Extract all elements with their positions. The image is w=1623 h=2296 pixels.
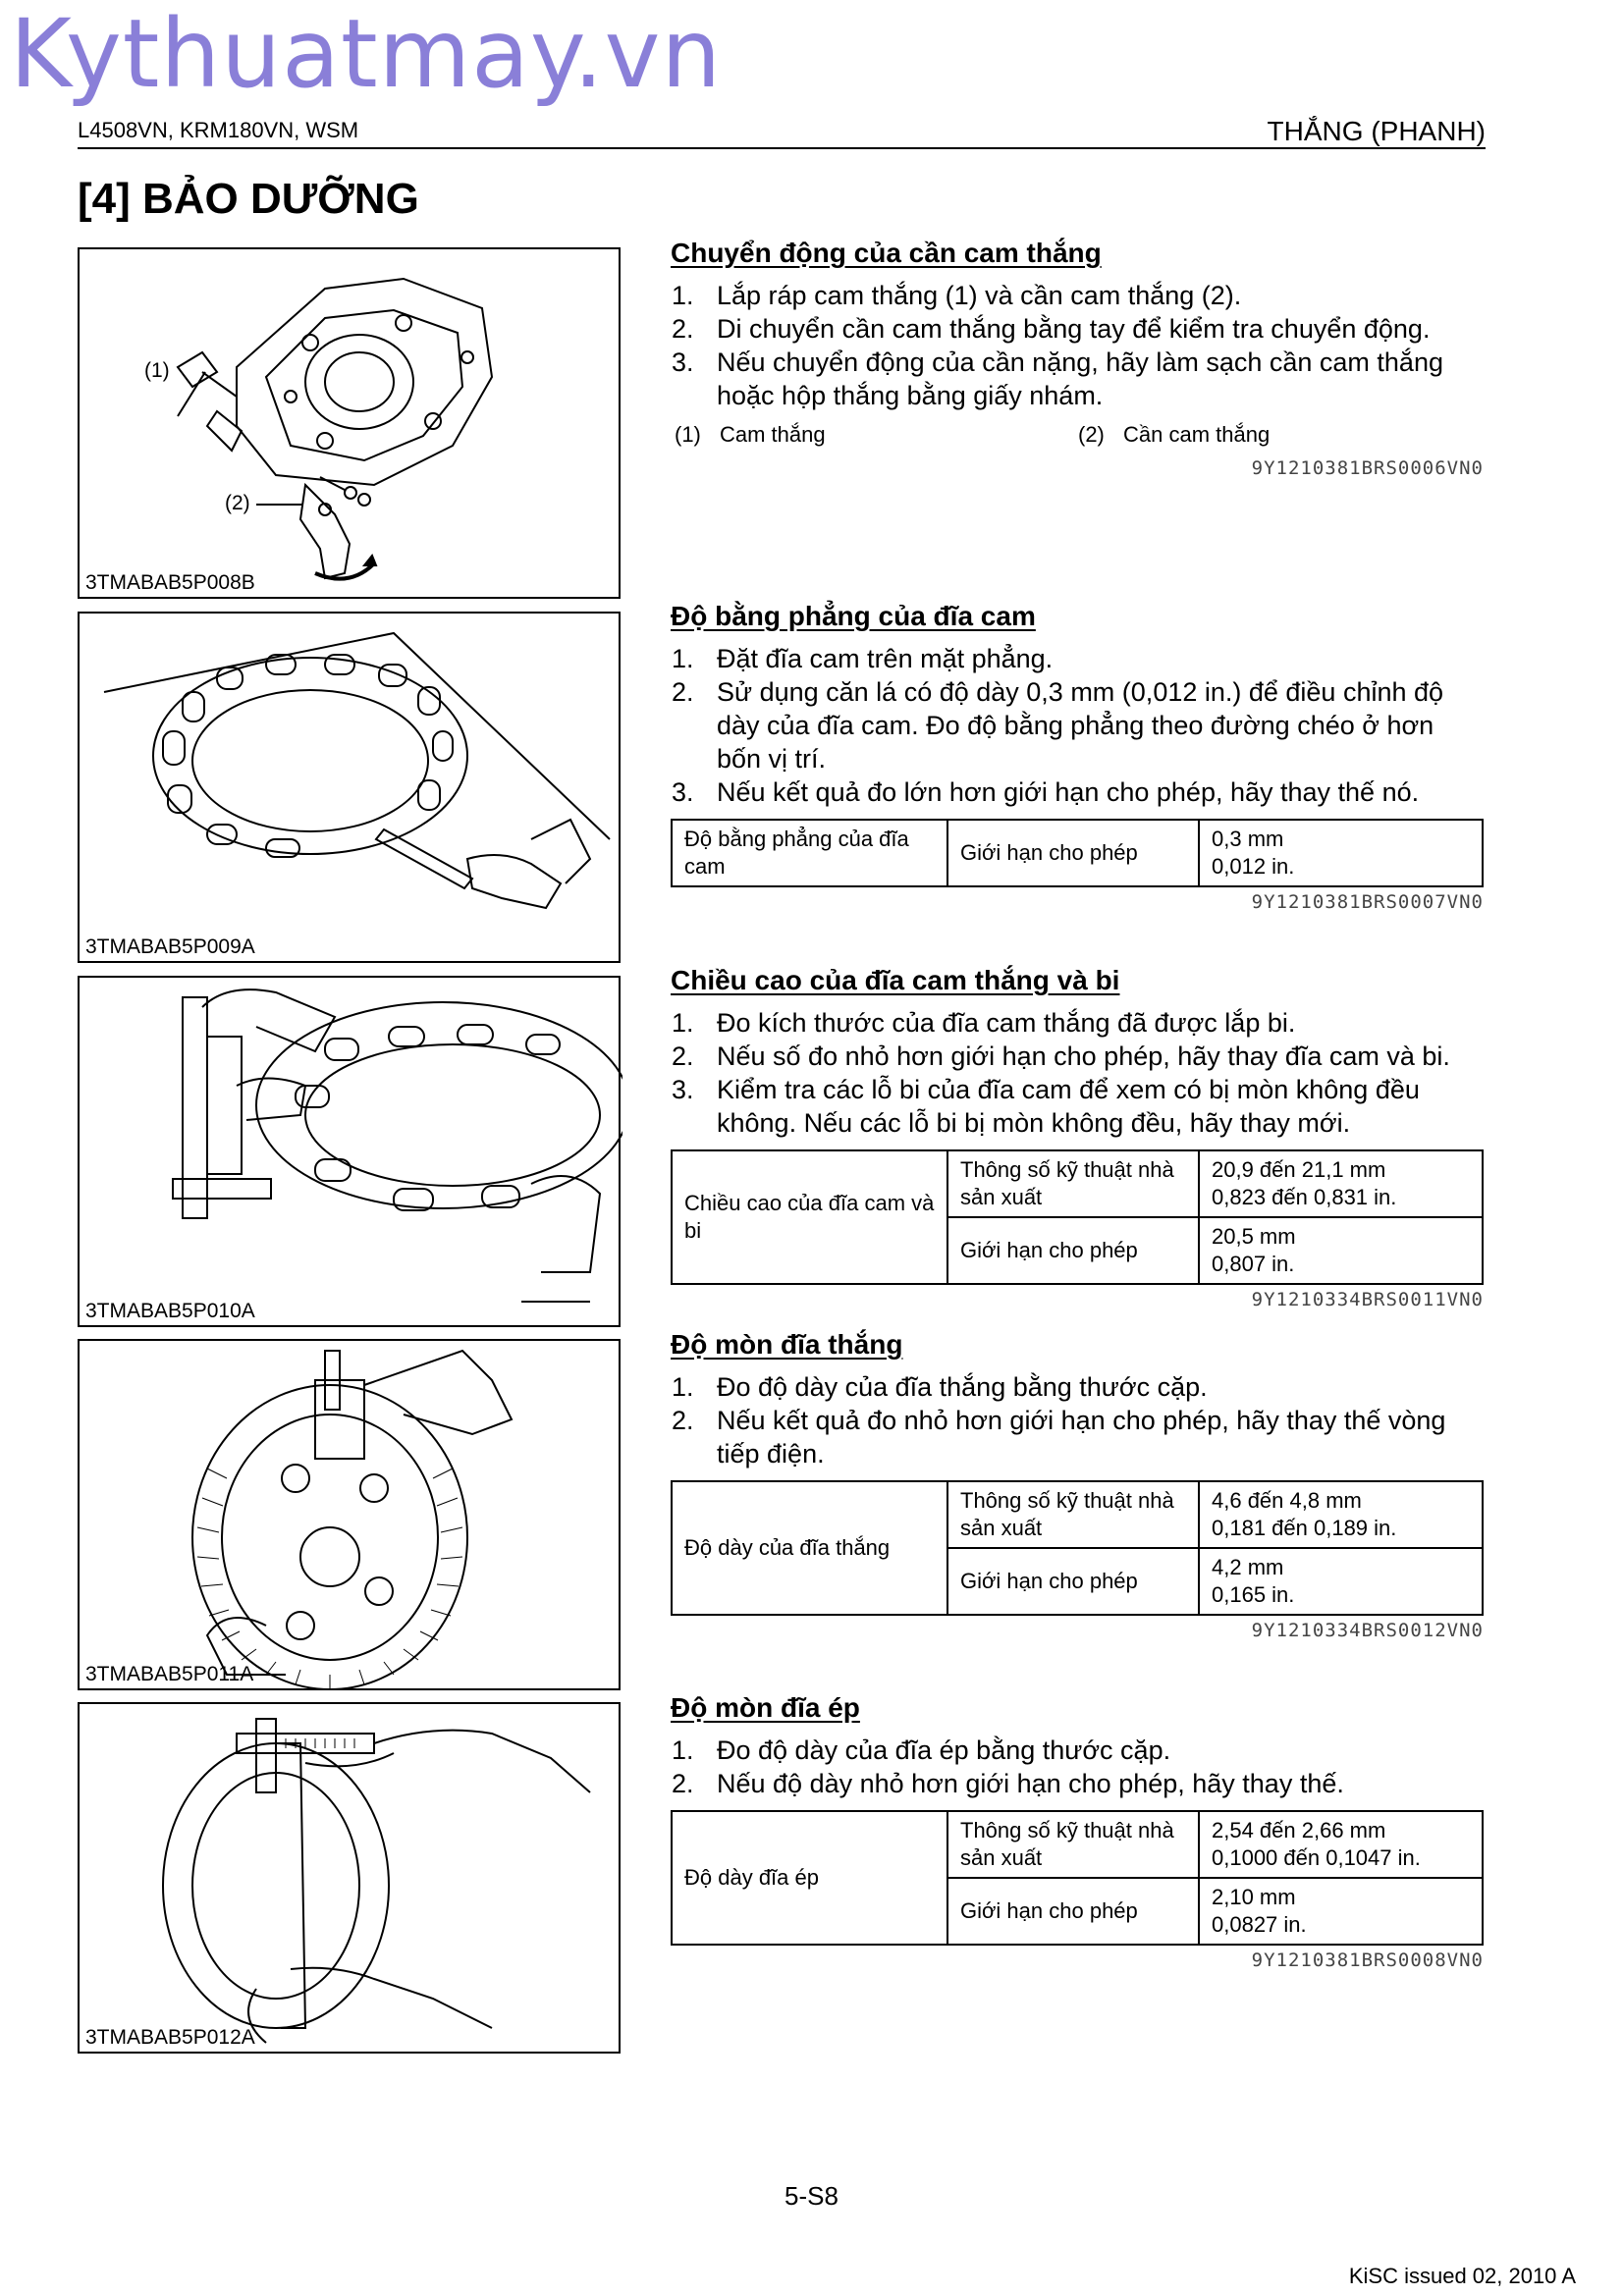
section-pressure-plate-wear: [671, 1692, 1484, 1971]
value-imperial: 0,807 in.: [1212, 1252, 1295, 1276]
steps-list: [671, 1370, 1484, 1470]
brake-disc-illustration: [80, 1341, 622, 1692]
legend-text: Cần cam thắng: [1123, 422, 1271, 447]
step-text: Đặt đĩa cam trên mặt phẳng.: [717, 644, 1054, 673]
step-item: [671, 1040, 1484, 1073]
figure-caption: 3TMABAB5P011A: [85, 1663, 254, 1685]
subsection-title: Độ mòn đĩa thắng: [671, 1329, 903, 1360]
spec-label: Giới hạn cho phép: [947, 820, 1199, 886]
step-text: Đo kích thước của đĩa cam thắng đã được lắp bi.: [717, 1008, 1296, 1038]
spec-table: [671, 1480, 1484, 1616]
step-item: [671, 775, 1484, 809]
figure-caption: 3TMABAB5P012A: [85, 2026, 255, 2049]
figure-caption: 3TMABAB5P010A: [85, 1300, 255, 1322]
step-item: [671, 1370, 1484, 1404]
spec-value: [1199, 1481, 1483, 1548]
legend-number: (2): [1078, 422, 1105, 447]
section-cam-height: [671, 965, 1484, 1310]
brake-cam-illustration: [80, 249, 622, 601]
figure-label-1: (1): [144, 359, 170, 382]
step-number: 1.: [672, 1735, 694, 1765]
spec-label: Thông số kỹ thuật nhà sản xuất: [947, 1481, 1199, 1548]
step-item: [671, 1073, 1484, 1140]
limit-value: [1199, 1217, 1483, 1284]
figure-brake-cam: [78, 247, 621, 599]
value-imperial: 0,165 in.: [1212, 1582, 1295, 1607]
legend-number: (1): [675, 422, 701, 447]
issue-note: KiSC issued 02, 2010 A: [1348, 2264, 1576, 2288]
step-text: Kiểm tra các lỗ bi của đĩa cam để xem có bị mòn không đều không. Nếu các lỗ bi bị mòn không đều, hãy thay mới.: [717, 1075, 1420, 1138]
step-text: Nếu độ dày nhỏ hơn giới hạn cho phép, hãy thay thế.: [717, 1769, 1344, 1798]
section-cam-plate-flatness: [671, 601, 1484, 913]
limit-value: [1199, 1878, 1483, 1945]
spec-table: [671, 819, 1484, 887]
step-number: 3.: [672, 347, 694, 377]
step-item: [671, 312, 1484, 346]
value-imperial: 0,0827 in.: [1212, 1912, 1307, 1937]
reference-code: 9Y1210334BRS0012VN0: [1251, 1620, 1484, 1641]
subsection-title: Độ mòn đĩa ép: [671, 1692, 860, 1723]
step-text: Lắp ráp cam thắng (1) và cần cam thắng (2).: [717, 281, 1242, 310]
subsection-title: Độ bằng phẳng của đĩa cam: [671, 601, 1036, 631]
step-text: Nếu chuyển động của cần nặng, hãy làm sạch cần cam thắng hoặc hộp thắng bằng giấy nhám.: [717, 347, 1443, 410]
header-model: L4508VN, KRM180VN, WSM: [78, 118, 359, 142]
value-metric: 20,5 mm: [1212, 1224, 1296, 1249]
value-imperial: 0,823 đến 0,831 in.: [1212, 1185, 1397, 1209]
step-number: 2.: [672, 1769, 694, 1798]
step-item: [671, 642, 1484, 675]
reference-code: 9Y1210381BRS0007VN0: [1251, 891, 1484, 913]
step-item: [671, 1734, 1484, 1767]
steps-list: [671, 279, 1484, 412]
step-number: 1.: [672, 1372, 694, 1402]
reference-code: 9Y1210381BRS0008VN0: [1251, 1949, 1484, 1971]
section-brake-disc-wear: [671, 1329, 1484, 1641]
value-imperial: 0,1000 đến 0,1047 in.: [1212, 1845, 1421, 1870]
spec-item: Chiều cao của đĩa cam và bi: [672, 1150, 947, 1284]
step-number: 2.: [672, 1406, 694, 1435]
cam-height-illustration: [80, 978, 622, 1329]
step-item: [671, 279, 1484, 312]
step-number: 3.: [672, 1075, 694, 1104]
spec-value: [1199, 1811, 1483, 1878]
step-text: Sử dụng căn lá có độ dày 0,3 mm (0,012 in.) để điều chỉnh độ dày của đĩa cam. Đo độ bằng phẳng theo đường chéo ở hơn bốn vị trí.: [717, 677, 1444, 774]
step-number: 2.: [672, 1041, 694, 1071]
figure-brake-disc: [78, 1339, 621, 1690]
value-metric: 0,3 mm: [1212, 827, 1284, 851]
value-metric: 20,9 đến 21,1 mm: [1212, 1157, 1386, 1182]
value-metric: 2,10 mm: [1212, 1885, 1296, 1909]
reference-code: 9Y1210381BRS0006VN0: [1251, 457, 1484, 479]
limit-label: Giới hạn cho phép: [947, 1548, 1199, 1615]
steps-list: [671, 642, 1484, 809]
figure-caption: 3TMABAB5P009A: [85, 935, 255, 958]
limit-value: [1199, 1548, 1483, 1615]
limit-label: Giới hạn cho phép: [947, 1878, 1199, 1945]
subsection-title: Chiều cao của đĩa cam thắng và bi: [671, 965, 1120, 995]
figure-pressure-plate: [78, 1702, 621, 2054]
subsection-title: Chuyển động của cần cam thắng: [671, 238, 1102, 268]
step-number: 1.: [672, 644, 694, 673]
step-number: 1.: [672, 281, 694, 310]
step-item: [671, 1767, 1484, 1800]
limit-label: Giới hạn cho phép: [947, 1217, 1199, 1284]
steps-list: [671, 1734, 1484, 1800]
spec-value: [1199, 1150, 1483, 1217]
step-text: Di chuyển cần cam thắng bằng tay để kiểm tra chuyển động.: [717, 314, 1431, 344]
cam-plate-flatness-illustration: [80, 614, 622, 965]
pressure-plate-illustration: [80, 1704, 622, 2056]
spec-label: Thông số kỹ thuật nhà sản xuất: [947, 1150, 1199, 1217]
spec-table: [671, 1810, 1484, 1946]
value-metric: 2,54 đến 2,66 mm: [1212, 1818, 1386, 1842]
step-text: Nếu kết quả đo nhỏ hơn giới hạn cho phép, hãy thay thế vòng tiếp điện.: [717, 1406, 1446, 1468]
step-text: Nếu số đo nhỏ hơn giới hạn cho phép, hãy thay đĩa cam và bi.: [717, 1041, 1450, 1071]
steps-list: [671, 1006, 1484, 1140]
spec-item: Độ dày của đĩa thắng: [672, 1481, 947, 1615]
step-number: 1.: [672, 1008, 694, 1038]
header-rule: [78, 147, 1486, 149]
reference-code: 9Y1210334BRS0011VN0: [1251, 1289, 1484, 1310]
legend: [671, 422, 1484, 454]
step-item: [671, 1006, 1484, 1040]
figure-cam-plate-flatness: [78, 612, 621, 963]
section-cam-lever-movement: [671, 238, 1484, 479]
figure-cam-height: [78, 976, 621, 1327]
page-number: 5-S8: [784, 2181, 839, 2211]
step-number: 3.: [672, 777, 694, 807]
value-imperial: 0,012 in.: [1212, 854, 1295, 879]
header-chapter: THẮNG (PHANH): [1267, 116, 1486, 146]
figure-caption: 3TMABAB5P008B: [85, 571, 255, 594]
step-item: [671, 675, 1484, 775]
spec-item: Độ dày đĩa ép: [672, 1811, 947, 1945]
watermark: Kythuatmay.vn: [10, 0, 723, 109]
spec-table: [671, 1149, 1484, 1285]
figure-label-2: (2): [225, 492, 250, 514]
spec-value: [1199, 820, 1483, 886]
step-item: [671, 346, 1484, 412]
legend-text: Cam thắng: [720, 422, 826, 447]
step-text: Nếu kết quả đo lớn hơn giới hạn cho phép, hãy thay thế nó.: [717, 777, 1420, 807]
value-metric: 4,6 đến 4,8 mm: [1212, 1488, 1362, 1513]
step-text: Đo độ dày của đĩa ép bằng thước cặp.: [717, 1735, 1171, 1765]
step-text: Đo độ dày của đĩa thắng bằng thước cặp.: [717, 1372, 1208, 1402]
value-imperial: 0,181 đến 0,189 in.: [1212, 1516, 1397, 1540]
section-title: [4] BẢO DƯỠNG: [78, 175, 419, 223]
spec-item: Độ bằng phẳng của đĩa cam: [672, 820, 947, 886]
step-number: 2.: [672, 314, 694, 344]
step-number: 2.: [672, 677, 694, 707]
step-item: [671, 1404, 1484, 1470]
spec-label: Thông số kỹ thuật nhà sản xuất: [947, 1811, 1199, 1878]
value-metric: 4,2 mm: [1212, 1555, 1284, 1579]
